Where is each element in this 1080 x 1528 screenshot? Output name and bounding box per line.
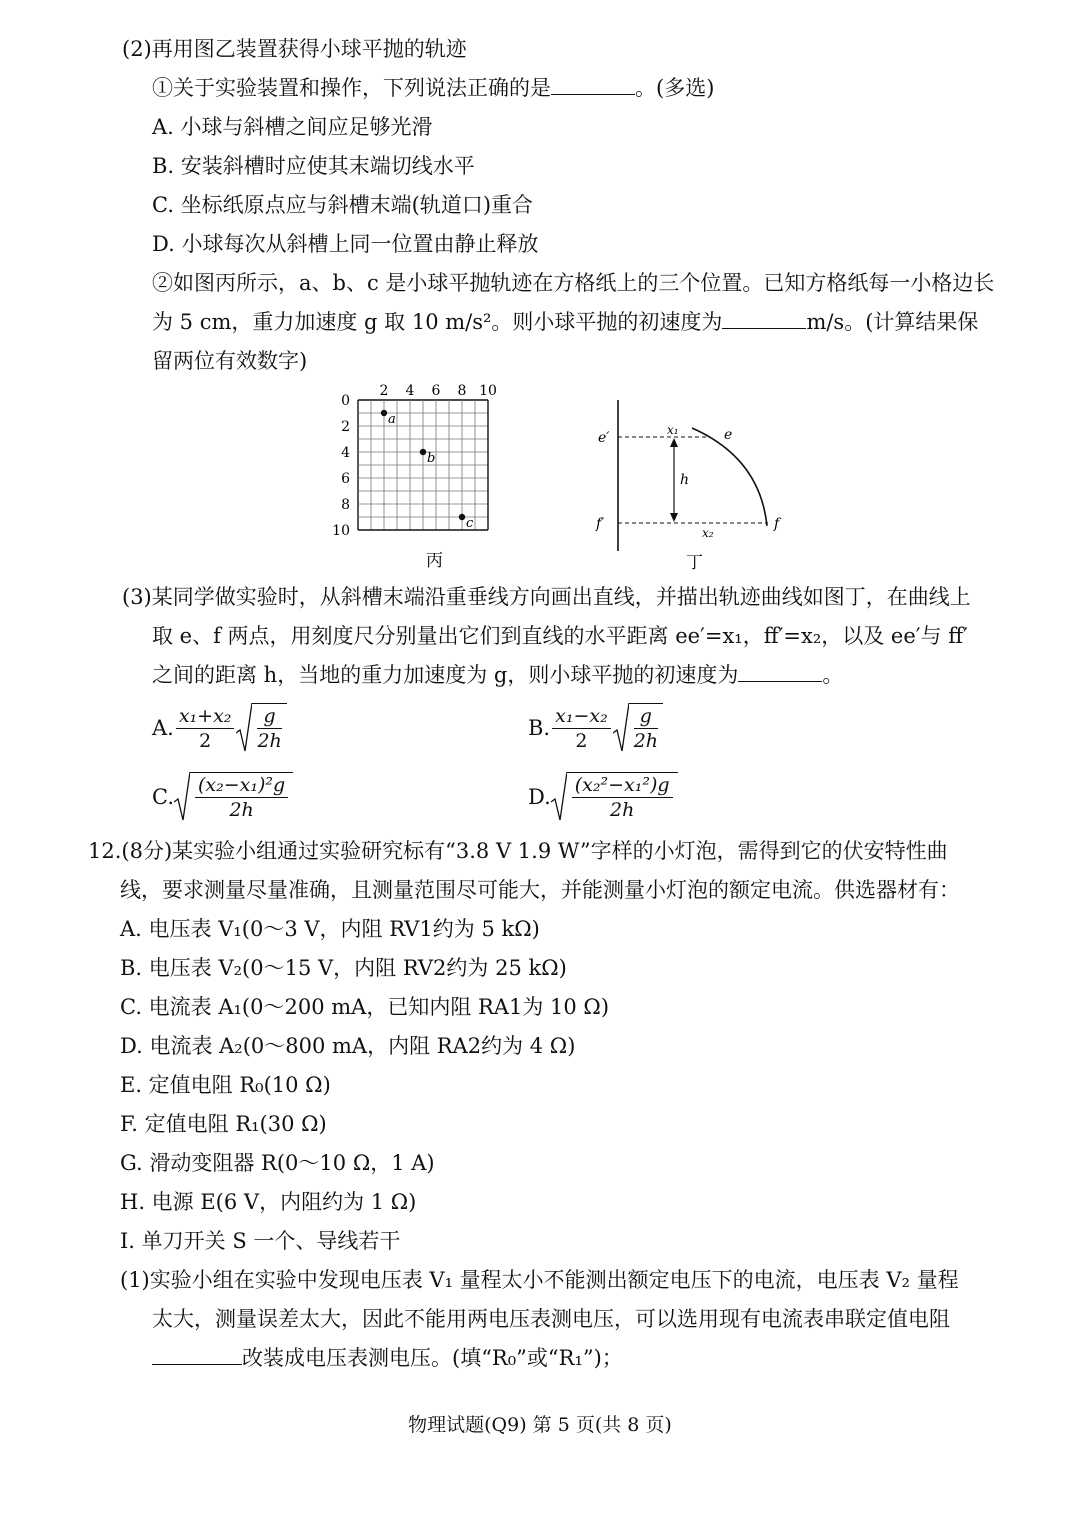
q2-line2: 为 5 cm，重力加速度 g 取 10 m/s²。则小球平抛的初速度为 m/s。(计算结果保 [152,310,979,334]
sqrt: $\frac{\text{(x₂−x₁)²g}}{2h}$ [174,772,293,822]
label-x1: x₁ [667,423,679,437]
h-arrow-down-head [670,513,678,522]
x-tick-label: 2 [379,383,389,399]
point-label-a: a [388,412,396,427]
y-tick-label: 2 [341,419,350,435]
equipment-e: E. 定值电阻 R₀(10 Ω) [120,1073,331,1097]
answer-blank-q12-1[interactable] [152,1344,242,1365]
part3-option-c: C. $\frac{\text{(x₂−x₁)²g}}{2h}$ [152,772,293,822]
q1-option-a: A. 小球与斜槽之间应足够光滑 [152,115,433,139]
point-label-c: c [466,516,474,531]
sqrt: $\frac{\text{(x₂²−x₁²)g}}{2h}$ [551,772,678,822]
equipment-i: I. 单刀开关 S 一个、导线若干 [120,1229,401,1253]
part3-option-d: D. $\frac{\text{(x₂²−x₁²)g}}{2h}$ [528,772,678,822]
equipment-d: D. 电流表 A₂(0～800 mA，内阻 RA2约为 4 Ω) [120,1034,576,1058]
fraction: $\frac{\text{x₁−x₂}}{2}$ [552,704,611,753]
equipment-f: F. 定值电阻 R₁(30 Ω) [120,1112,327,1136]
equipment-h: H. 电源 E(6 V，内阻约为 1 Ω) [120,1190,417,1214]
radical-sign-icon [551,772,567,822]
label-e: e [724,427,733,443]
label-h: h [680,472,690,488]
equipment-a: A. 电压表 V₁(0～3 V，内阻 RV1约为 5 kΩ) [120,917,540,941]
part3-option-b: B. $\frac{\text{x₁−x₂}}{2}$ $\frac{g}{2h}$ [528,703,663,753]
figure-bing-grid [320,380,550,580]
y-tick-labels [332,393,350,539]
y-tick-label: 6 [341,471,350,487]
y-tick-label: 10 [332,523,350,539]
q12-sub1-line3: 改装成电压表测电压。(填“R₀”或“R₁”)； [152,1343,623,1373]
q1-stem: ①关于实验装置和操作，下列说法正确的是 。(多选) [152,76,715,100]
figure-ding-caption: 丁 [686,553,703,573]
equipment-b: B. 电压表 V₂(0～15 V，内阻 RV2约为 25 kΩ) [120,956,567,980]
equipment-c: C. 电流表 A₁(0～200 mA，已知内阻 RA1为 10 Ω) [120,995,610,1019]
radical-sign-icon [613,703,629,753]
point-label-b: b [427,451,436,466]
figure-bing-caption: 丙 [426,551,443,571]
sqrt: $\frac{g}{2h}$ [613,703,663,753]
q12-sub1-line2: 太大，测量误差太大，因此不能用两电压表测电压，可以选用现有电流表串联定值电阻 [152,1307,950,1331]
q1-option-d: D. 小球每次从斜槽上同一位置由静止释放 [152,232,539,256]
sqrt: $\frac{g}{2h}$ [236,703,286,753]
point-b [420,449,426,455]
h-arrow-up-head [670,438,678,447]
q12-line2: 线，要求测量尽量准确，且测量范围尽可能大，并能测量小灯泡的额定电流。供选器材有： [120,878,960,902]
page-footer: 物理试题(Q9) 第 5 页(共 8 页) [408,1414,672,1436]
point-c [459,514,465,520]
figure-ding [590,398,790,573]
radical-sign-icon [174,772,190,822]
y-tick-label: 8 [341,497,350,513]
q2-line3: 留两位有效数字) [152,349,308,373]
part3-line3: 之间的距离 h，当地的重力加速度为 g，则小球平抛的初速度为 。 [152,663,844,687]
point-a [381,410,387,416]
grid-lines [358,400,488,530]
answer-blank-q2[interactable] [722,308,806,329]
label-x2: x₂ [702,526,714,540]
answer-blank-q1[interactable] [551,74,635,95]
trajectory-points [381,410,474,531]
y-tick-label: 4 [341,445,350,461]
fraction: $\frac{\text{x₁+x₂}}{2}$ [176,704,235,753]
q1-option-c: C. 坐标纸原点应与斜槽末端(轨道口)重合 [152,193,534,217]
answer-blank-part3[interactable] [738,661,822,682]
label-f: f [774,516,780,532]
radical-sign-icon [236,703,252,753]
q12-sub1-line1: (1)实验小组在实验中发现电压表 V₁ 量程太小不能测出额定电压下的电流，电压表 V₂ 量程 [120,1268,959,1292]
q2-line1: ②如图丙所示，a、b、c 是小球平抛轨迹在方格纸上的三个位置。已知方格纸每一小格边长 [152,271,995,295]
x-tick-label: 4 [405,383,415,399]
q12-line1: 12.(8分)某实验小组通过实验研究标有“3.8 V 1.9 W”字样的小灯泡，需得到它的伏安特性曲 [88,839,948,863]
x-tick-label: 8 [457,383,467,399]
equipment-g: G. 滑动变阻器 R(0～10 Ω，1 A) [120,1151,435,1175]
part2-heading: (2)再用图乙装置获得小球平抛的轨迹 [122,37,467,61]
q1-option-b: B. 安装斜槽时应使其末端切线水平 [152,154,475,178]
y-tick-label: 0 [341,393,350,409]
label-f-prime: f′ [596,516,605,532]
part3-option-a: A. $\frac{\text{x₁+x₂}}{2}$ $\frac{g}{2h}$ [152,703,287,753]
x-tick-label: 6 [431,383,441,399]
x-tick-label: 10 [479,383,497,399]
part3-line2: 取 e、f 两点，用刻度尺分别量出它们到直线的水平距离 ee′=x₁，ff′=x₂，以及 ee′与 ff′ [152,624,968,648]
x-tick-labels [380,383,497,399]
part3-line1: (3)某同学做实验时，从斜槽末端沿重垂线方向画出直线，并描出轨迹曲线如图丁，在曲线上 [122,585,971,609]
label-e-prime: e′ [598,430,610,446]
